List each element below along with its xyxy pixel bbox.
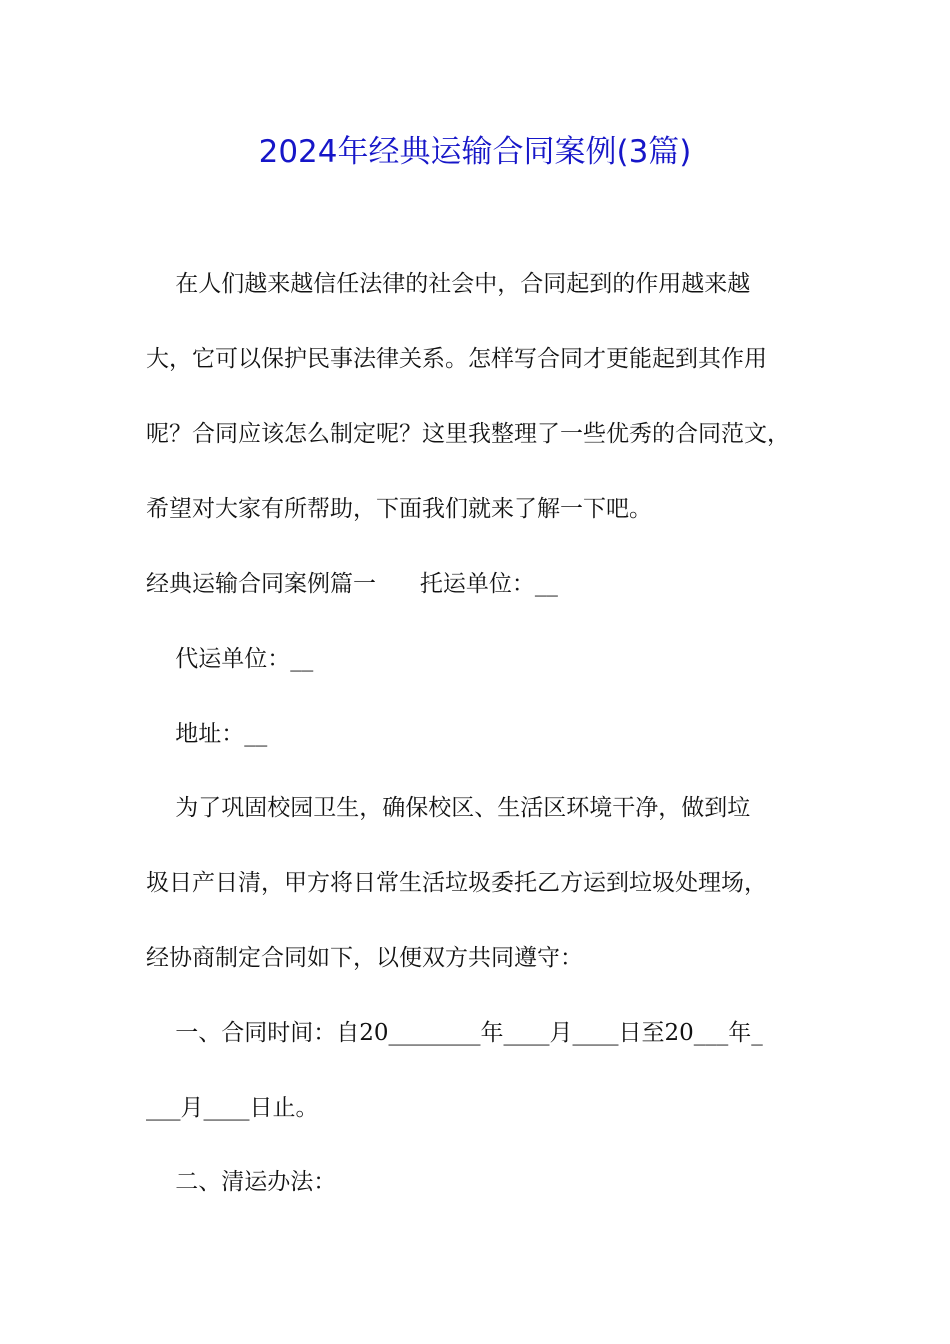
paragraph-line: 圾日产日清，甲方将日常生活垃圾委托乙方运到垃圾处理场， bbox=[146, 870, 767, 896]
paragraph-line: 二、清运办法： bbox=[146, 1169, 337, 1195]
paragraph-line: 呢？合同应该怎么制定呢？这里我整理了一些优秀的合同范文， bbox=[146, 421, 790, 447]
paragraph-line: 希望对大家有所帮助，下面我们就来了解一下吧。 bbox=[146, 496, 652, 522]
paragraph-line: 大，它可以保护民事法律关系。怎样写合同才更能起到其作用 bbox=[146, 346, 767, 372]
paragraph-line: 为了巩固校园卫生，确保校区、生活区环境干净，做到垃 bbox=[146, 795, 751, 821]
document-title: 2024年经典运输合同案例(3篇) bbox=[258, 134, 692, 170]
paragraph-line: 经协商制定合同如下，以便双方共同遵守： bbox=[146, 945, 583, 971]
section-heading-line: 经典运输合同案例篇一 托运单位：__ bbox=[146, 571, 558, 597]
paragraph-line: 地址：__ bbox=[146, 721, 268, 747]
paragraph-line: 一、合同时间：自20________年____月____日至20___年_ bbox=[146, 1020, 763, 1046]
paragraph-line: ___月____日止。 bbox=[146, 1095, 319, 1121]
paragraph-line: 代运单位：__ bbox=[146, 646, 314, 672]
paragraph-line: 在人们越来越信任法律的社会中，合同起到的作用越来越 bbox=[146, 271, 751, 297]
